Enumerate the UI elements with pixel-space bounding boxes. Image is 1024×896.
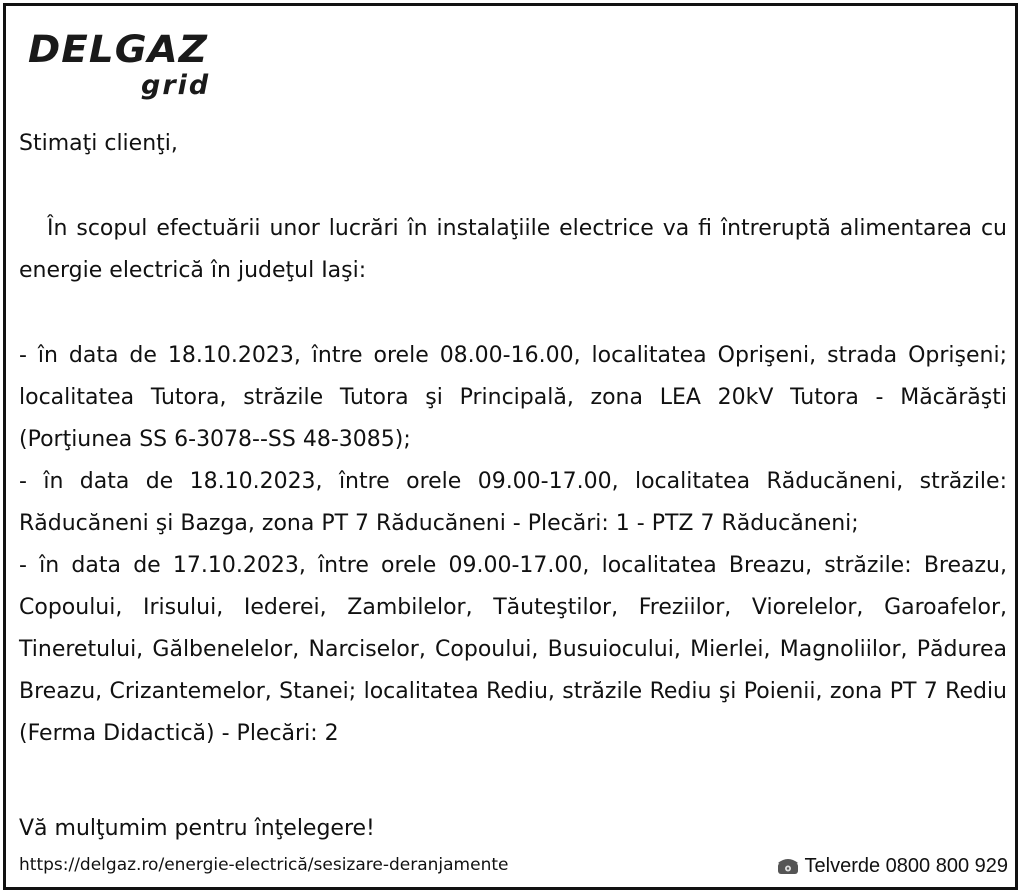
- greeting: Stimaţi clienţi,: [19, 131, 178, 156]
- logo-subtitle: grid: [141, 70, 211, 101]
- closing-line: Vă mulţumim pentru înţelegere!: [19, 816, 375, 841]
- list-item: - în data de 17.10.2023, între orele 09.00-17.00, localitatea Breazu, străzile: Breazu, Copoului, Irisului, Iederei, Zambilelor, Tăuteştilor, Freziilor, Viorelelor, Garoafelor, Tineretului, Gălbenelelor, Narciselor, Copoului, Busuiocului, Mierlei, Magnoliilor, Pădurea Breazu, Crizantemelor, Stanei; localitatea Rediu, străzile Rediu şi Poienii, zona PT 7 Rediu (Ferma Didactică) - Plecări: 2: [19, 553, 1007, 746]
- phone-contact: [777, 852, 1009, 880]
- list-item: - în data de 18.10.2023, între orele 08.00-16.00, localitatea Oprişeni, strada Oprişeni; localitatea Tutora, străzile Tutora şi Principală, zona LEA 20kV Tutora - Măcărăşti (Porţiunea SS 6-3078--SS 48-3085);: [19, 343, 1007, 452]
- phone-number: Telverde 0800 800 929: [804, 854, 1008, 877]
- report-fault-link[interactable]: https://delgaz.ro/energie-electrică/sesizare-deranjamente: [19, 855, 509, 875]
- delgaz-grid-logo: [28, 28, 228, 106]
- intro-paragraph: În scopul efectuării unor lucrări în instalaţiile electrice va fi întreruptă alimentarea cu energie electrică în judeţul Iaşi:: [19, 216, 1007, 283]
- outage-list: [19, 335, 1007, 755]
- list-item: - în data de 18.10.2023, între orele 09.00-17.00, localitatea Răducăneni, străzile: Răducăneni şi Bazga, zona PT 7 Răducăneni - Plecări: 1 - PTZ 7 Răducăneni;: [19, 469, 1007, 536]
- logo-brand: DELGAZ: [28, 28, 208, 71]
- telephone-icon: [777, 857, 799, 875]
